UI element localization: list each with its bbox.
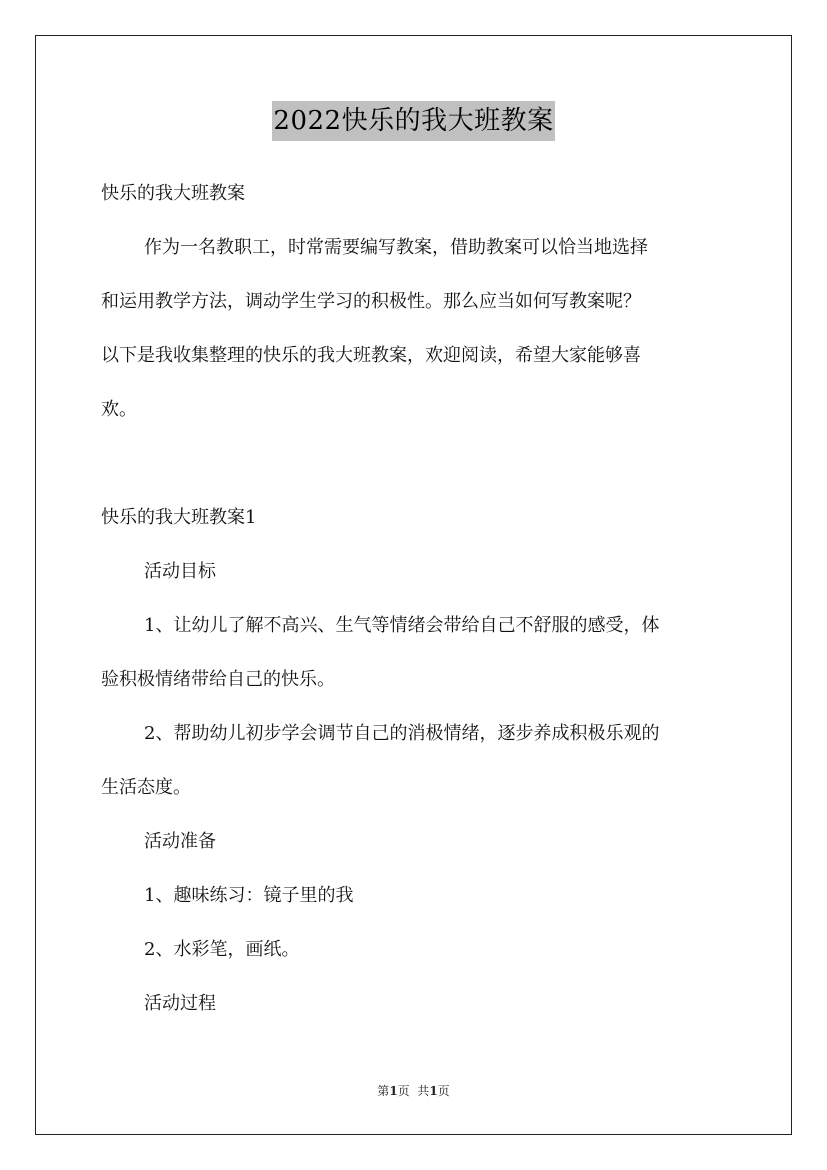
document-heading: 快乐的我大班教案 <box>101 183 245 204</box>
footer-page-prefix: 第 <box>377 1084 390 1098</box>
goal-1-line-2: 验积极情绪带给自己的快乐。 <box>101 669 335 690</box>
footer-page-current: 1 <box>389 1084 398 1098</box>
footer-page-mid: 页 共 <box>397 1084 430 1098</box>
goal-2-line-1: 2、帮助幼儿初步学会调节自己的消极情绪，逐步养成积极乐观的 <box>144 723 660 744</box>
goals-heading: 活动目标 <box>144 561 216 582</box>
intro-line-1: 作为一名教职工，时常需要编写教案，借助教案可以恰当地选择 <box>144 237 648 258</box>
prep-item-1: 1、趣味练习：镜子里的我 <box>144 885 354 906</box>
goal-2-line-2: 生活态度。 <box>101 777 191 798</box>
footer-page-total: 1 <box>429 1084 438 1098</box>
intro-line-3: 以下是我收集整理的快乐的我大班教案，欢迎阅读，希望大家能够喜 <box>101 345 641 366</box>
document-title: 2022快乐的我大班教案 <box>272 101 554 141</box>
prep-heading: 活动准备 <box>144 831 216 852</box>
section-heading: 快乐的我大班教案1 <box>101 507 257 528</box>
process-heading: 活动过程 <box>144 993 216 1014</box>
intro-line-4: 欢。 <box>101 399 137 420</box>
intro-line-2: 和运用教学方法，调动学生学习的积极性。那么应当如何写教案呢？ <box>101 291 641 312</box>
goal-1-line-1: 1、让幼儿了解不高兴、生气等情绪会带给自己不舒服的感受，体 <box>144 615 660 636</box>
prep-item-2: 2、水彩笔，画纸。 <box>144 939 300 960</box>
footer-page-suffix: 页 <box>437 1084 450 1098</box>
title-container <box>0 101 827 141</box>
page-footer <box>0 1083 827 1099</box>
